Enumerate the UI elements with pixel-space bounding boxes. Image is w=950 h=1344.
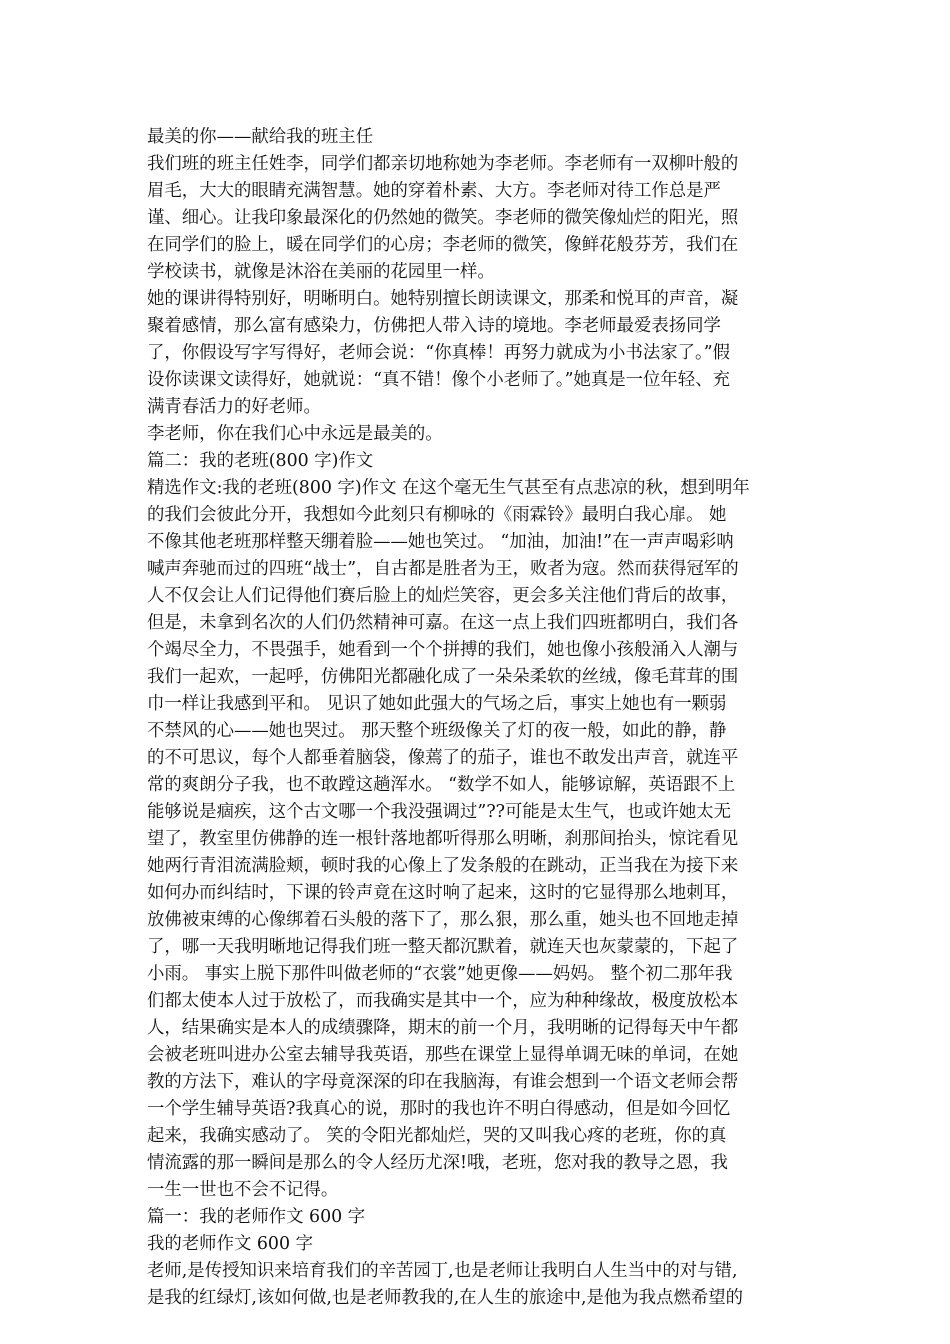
paragraph-line: 人，结果确实是本人的成绩骤降，期末的前一个月，我明晰的记得每天中午都 xyxy=(147,1018,739,1038)
paragraph-line: 眉毛，大大的眼睛充满智慧。她的穿着朴素、大方。李老师对待工作总是严 xyxy=(147,181,721,201)
paragraph-line: 不像其他老班那样整天绷着脸——她也笑过。 “加油，加油!”在一声声喝彩呐 xyxy=(147,532,734,552)
paragraph-line: 满青春活力的好老师。 xyxy=(147,397,321,417)
paragraph-line: 放佛被束缚的心像绑着石头般的落下了，那么狠，那么重，她头也不回地走掉 xyxy=(147,910,739,930)
paragraph-line: 她两行青泪流满脸颊，顿时我的心像上了发条般的在跳动，正当我在为接下来 xyxy=(147,856,739,876)
paragraph-line: 望了，教室里仿佛静的连一根针落地都听得那么明晰，刹那间抬头，惊诧看见 xyxy=(147,829,739,849)
paragraph-line: 但是，未拿到名次的人们仍然精神可嘉。在这一点上我们四班都明白，我们各 xyxy=(147,613,739,633)
paragraph-line: 教的方法下，难认的字母竟深深的印在我脑海，有谁会想到一个语文老师会帮 xyxy=(147,1072,739,1092)
paragraph-line: 是我的红绿灯,该如何做,也是老师教我的,在人生的旅途中,是他为我点燃希望的 xyxy=(147,1288,744,1308)
paragraph-line: 们都太使本人过于放松了，而我确实是其中一个，应为种种缘故，极度放松本 xyxy=(147,991,739,1011)
paragraph-line: 一生一世也不会不记得。 xyxy=(147,1180,339,1200)
paragraph-line: 人不仅会让人们记得他们赛后脸上的灿烂笑容，更会多关注他们背后的故事， xyxy=(147,586,739,606)
paragraph-line: 一个学生辅导英语?我真心的说，那时的我也许不明白得感动，但是如今回忆 xyxy=(147,1099,731,1119)
paragraph-line: 起来，我确实感动了。 笑的令阳光都灿烂，哭的又叫我心疼的老班，你的真 xyxy=(147,1126,727,1146)
paragraph-line: 我们班的班主任姓李，同学们都亲切地称她为李老师。李老师有一双柳叶般的 xyxy=(147,154,739,174)
paragraph-line: 情流露的那一瞬间是那么的令人经历尤深!哦，老班，您对我的教导之恩，我 xyxy=(147,1153,728,1173)
paragraph-line: 精选作文:我的老班(800 字)作文 在这个毫无生气甚至有点悲凉的秋，想到明年 xyxy=(147,478,750,498)
paragraph-line: 常的爽朗分子我，也不敢蹚这趟浑水。 “数学不如人，能够谅解，英语跟不上 xyxy=(147,775,736,795)
paragraph-line: 个竭尽全力，不畏强手，她看到一个个拼搏的我们，她也像小孩般涌入人潮与 xyxy=(147,640,739,660)
paragraph-line: 的我们会彼此分开，我想如今此刻只有柳咏的《雨霖铃》最明白我心扉。 她 xyxy=(147,505,727,525)
paragraph-line: 聚着感情，那么富有感染力，仿佛把人带入诗的境地。李老师最爱表扬同学 xyxy=(147,316,721,336)
paragraph-line: 我们一起欢，一起呼，仿佛阳光都融化成了一朵朵柔软的丝绒，像毛茸茸的围 xyxy=(147,667,739,687)
section-heading-part1: 篇一：我的老师作文 600 字 xyxy=(147,1207,366,1227)
section-heading-part2: 篇二：我的老班(800 字)作文 xyxy=(147,451,374,471)
essay-title: 最美的你——献给我的班主任 xyxy=(147,127,374,147)
paragraph-line: 喊声奔驰而过的四班“战士”，自古都是胜者为王，败者为寇。然而获得冠军的 xyxy=(147,559,739,579)
paragraph-line: 不禁风的心——她也哭过。 那天整个班级像关了灯的夜一般，如此的静，静 xyxy=(147,721,727,741)
paragraph-line: 李老师，你在我们心中永远是最美的。 xyxy=(147,424,443,444)
paragraph-line: 能够说是痼疾，这个古文哪一个我没强调过”??可能是太生气，也或许她太无 xyxy=(147,802,732,822)
paragraph-line: 在同学们的脸上，暖在同学们的心房；李老师的微笑，像鲜花般芬芳，我们在 xyxy=(147,235,739,255)
paragraph-line: 如何办而纠结时，下课的铃声竟在这时响了起来，这时的它显得那么地刺耳， xyxy=(147,883,739,903)
paragraph-line: 学校读书，就像是沐浴在美丽的花园里一样。 xyxy=(147,262,495,282)
paragraph-line: 巾一样让我感到平和。 见识了她如此强大的气场之后，事实上她也有一颗弱 xyxy=(147,694,727,714)
essay-subtitle: 我的老师作文 600 字 xyxy=(147,1234,313,1254)
paragraph-line: 了，哪一天我明晰地记得我们班一整天都沉默着，就连天也灰蒙蒙的，下起了 xyxy=(147,937,739,957)
paragraph-line: 会被老班叫进办公室去辅导我英语，那些在课堂上显得单调无味的单词，在她 xyxy=(147,1045,739,1065)
paragraph-line: 了，你假设写字写得好，老师会说：“你真棒！再努力就成为小书法家了。”假 xyxy=(147,343,730,363)
document-body xyxy=(147,124,805,1312)
paragraph-line: 她的课讲得特别好，明晰明白。她特别擅长朗读课文，那柔和悦耳的声音，凝 xyxy=(147,289,739,309)
paragraph-line: 小雨。 事实上脱下那件叫做老师的“衣裳”她更像——妈妈。 整个初二那年我 xyxy=(147,964,733,984)
paragraph-line: 设你读课文读得好，她就说：“真不错！像个小老师了。”她真是一位年轻、充 xyxy=(147,370,730,390)
paragraph-line: 的不可思议，每个人都垂着脑袋，像蔫了的茄子，谁也不敢发出声音，就连平 xyxy=(147,748,739,768)
paragraph-line: 谨、细心。让我印象最深化的仍然她的微笑。李老师的微笑像灿烂的阳光，照 xyxy=(147,208,739,228)
paragraph-line: 老师,是传授知识来培育我们的辛苦园丁,也是老师让我明白人生当中的对与错, xyxy=(147,1261,738,1281)
